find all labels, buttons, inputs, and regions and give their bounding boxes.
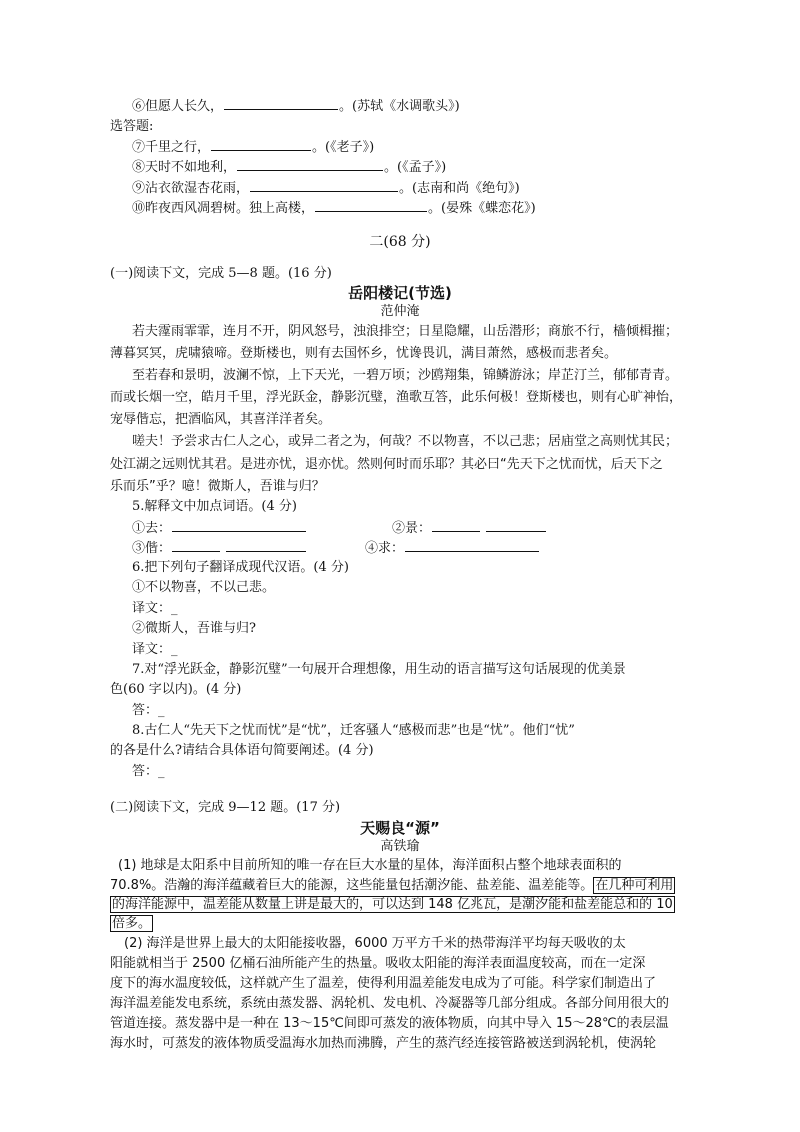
paragraph-line: 至若春和景明，波澜不惊，上下天光，一碧万顷；沙鸥翔集，锦鳞游泳；岸芷汀兰，郁郁青青。 (132, 368, 679, 383)
q5-item-b (392, 518, 547, 539)
poem-item-7-text: ⑦千里之行， (132, 140, 211, 155)
paragraph-text: 70.8%。浩瀚的海洋蕴藏着巨大的能源，这些能量包括潮汐能、盐差能、温差能等。 (110, 878, 594, 893)
poem-item-6-source: 。(苏轼《水调歌头》) (339, 99, 460, 114)
question-8-line: 8.古仁人“先天下之忧而忧”是“忧”，迁客骚人“感极而悲”也是“忧”。他们“忧” (132, 723, 575, 738)
highlighted-text: 倍多。 (112, 916, 152, 931)
answer-blank[interactable] (172, 538, 220, 552)
poem-item-10-source: 。(晏殊《蝶恋花》) (428, 201, 536, 216)
paragraph-line: (2) 海洋是世界上最大的太阳能接收器，6000 万平方千米的热带海洋平均每天吸收的太 (124, 936, 626, 951)
q5-label-a: ①去： (132, 521, 172, 536)
paragraph-line: 处江湖之远则忧其君。是进亦忧，退亦忧。然则何时而乐耶？其必曰“先天下之忧而忧，后天下之 (110, 457, 663, 472)
paragraph-line (110, 914, 153, 934)
answer-blank[interactable] (211, 137, 311, 151)
poem-item-9-text: ⑨沾衣欲湿杏花雨， (132, 181, 250, 196)
article-title: 岳阳楼记(节选) (348, 284, 452, 302)
paragraph-line: 宠辱偕忘，把酒临风，其喜洋洋者矣。 (110, 412, 332, 427)
article-author: 范仲淹 (380, 304, 420, 319)
q5-item-c (132, 538, 307, 559)
highlighted-text: 的海洋能源中，温差能从数量上讲是最大的，可以达到 148 亿兆瓦，是潮汐能和盐差能总和的 10 (112, 897, 673, 912)
q5-label-b: ②景： (392, 521, 432, 536)
answer-blank[interactable] (486, 518, 546, 532)
answer-blank[interactable] (315, 198, 427, 212)
answer-blank[interactable] (432, 518, 480, 532)
q6-sentence-2: ②微斯人，吾谁与归? (132, 621, 256, 636)
answer-blank[interactable] (226, 538, 306, 552)
paragraph-line: 管道连接。蒸发器中是一种在 13～15℃间即可蒸发的液体物质，向其中导入 15～28℃的表层温 (110, 1016, 669, 1031)
paragraph-line: 阳能就相当于 2500 亿桶石油所能产生的热量。吸收太阳能的海洋表面温度较高，而在一定深 (110, 956, 646, 971)
q5-item-a (132, 518, 307, 539)
poem-item-9-source: 。(志南和尚《绝句》) (399, 181, 520, 196)
poem-item-6 (132, 96, 460, 117)
highlighted-text: 在几种可利用 (595, 878, 674, 893)
poem-item-8 (132, 157, 446, 178)
paragraph-line (110, 876, 675, 896)
question-7-line: 色(60 字以内)。(4 分) (110, 682, 242, 697)
poem-item-10 (132, 198, 536, 219)
paragraph-line: 乐而乐”乎？噫！微斯人，吾谁与归？ (110, 479, 325, 494)
answer-blank[interactable] (172, 518, 306, 532)
paragraph-line: 海水时，可蒸发的液体物质受温海水加热而沸腾，产生的蒸汽经连接管路被送到涡轮机，使涡轮 (110, 1036, 657, 1051)
paragraph-line: 而或长烟一空，皓月千里，浮光跃金，静影沉璧，渔歌互答，此乐何极！登斯楼也，则有心旷神怡， (110, 390, 683, 405)
section-title: 二(68 分) (369, 234, 431, 250)
paragraph-line (110, 895, 675, 915)
poem-item-7 (132, 137, 374, 158)
poem-item-10-text: ⑩昨夜西风凋碧树。独上高楼， (132, 201, 315, 216)
question-5: 5.解释文中加点词语。(4 分) (132, 499, 297, 514)
question-6: 6.把下列句子翻译成现代汉语。(4 分) (132, 560, 349, 575)
part2-intro: (二)阅读下文，完成 9—12 题。(17 分) (110, 800, 341, 815)
q6-answer-1[interactable]: 译文：_ (132, 601, 178, 616)
paragraph-line: (1) 地球是太阳系中目前所知的唯一存在巨大水量的星体，海洋面积占整个地球表面积的 (118, 858, 622, 873)
q5-item-d (365, 538, 540, 559)
question-7-line: 7.对“浮光跃金，静影沉璧”一句展开合理想像，用生动的语言描写这句话展现的优美景 (132, 662, 626, 677)
answer-blank[interactable] (405, 538, 539, 552)
answer-blank[interactable] (250, 178, 398, 192)
choice-label: 选答题: (110, 119, 154, 134)
poem-item-6-text: ⑥但愿人长久， (132, 99, 224, 114)
answer-blank[interactable] (237, 157, 383, 171)
q7-answer[interactable]: 答：_ (132, 703, 165, 718)
answer-blank[interactable] (224, 96, 338, 110)
q5-label-d: ④求： (365, 541, 405, 556)
poem-item-8-source: 。(《孟子》) (384, 160, 447, 175)
poem-item-8-text: ⑧天时不如地利， (132, 160, 237, 175)
paragraph-line: 若夫霪雨霏霏，连月不开，阴风怒号，浊浪排空；日星隐耀，山岳潜形；商旅不行，樯倾楫摧； (132, 324, 679, 339)
poem-item-7-source: 。(《老子》) (312, 140, 375, 155)
article-author: 高铁瑜 (380, 839, 420, 854)
q5-label-c: ③偕： (132, 541, 172, 556)
q6-sentence-1: ①不以物喜，不以己悲。 (132, 580, 276, 595)
part1-intro: (一)阅读下文，完成 5—8 题。(16 分) (110, 266, 332, 281)
paragraph-line: 嗟夫！予尝求古仁人之心，或异二者之为，何哉？不以物喜，不以己悲；居庙堂之高则忧其民； (132, 434, 679, 449)
paragraph-line: 海洋温差能发电系统，系统由蒸发器、涡轮机、发电机、冷凝器等几部分组成。各部分间用很大的 (110, 996, 670, 1011)
q6-answer-2[interactable]: 译文：_ (132, 642, 178, 657)
question-8-line: 的各是什么?请结合具体语句简要阐述。(4 分) (110, 743, 374, 758)
q8-answer[interactable]: 答：_ (132, 764, 165, 779)
article-title: 天赐良“源” (360, 819, 440, 837)
paragraph-line: 度下的海水温度较低，这样就产生了温差，使得利用温差能发电成为了可能。科学家们制造出了 (110, 976, 657, 991)
poem-item-9 (132, 178, 520, 199)
paragraph-line: 薄暮冥冥，虎啸猿啼。登斯楼也，则有去国怀乡，忧谗畏讥，满目萧然，感极而悲者矣。 (110, 346, 618, 361)
